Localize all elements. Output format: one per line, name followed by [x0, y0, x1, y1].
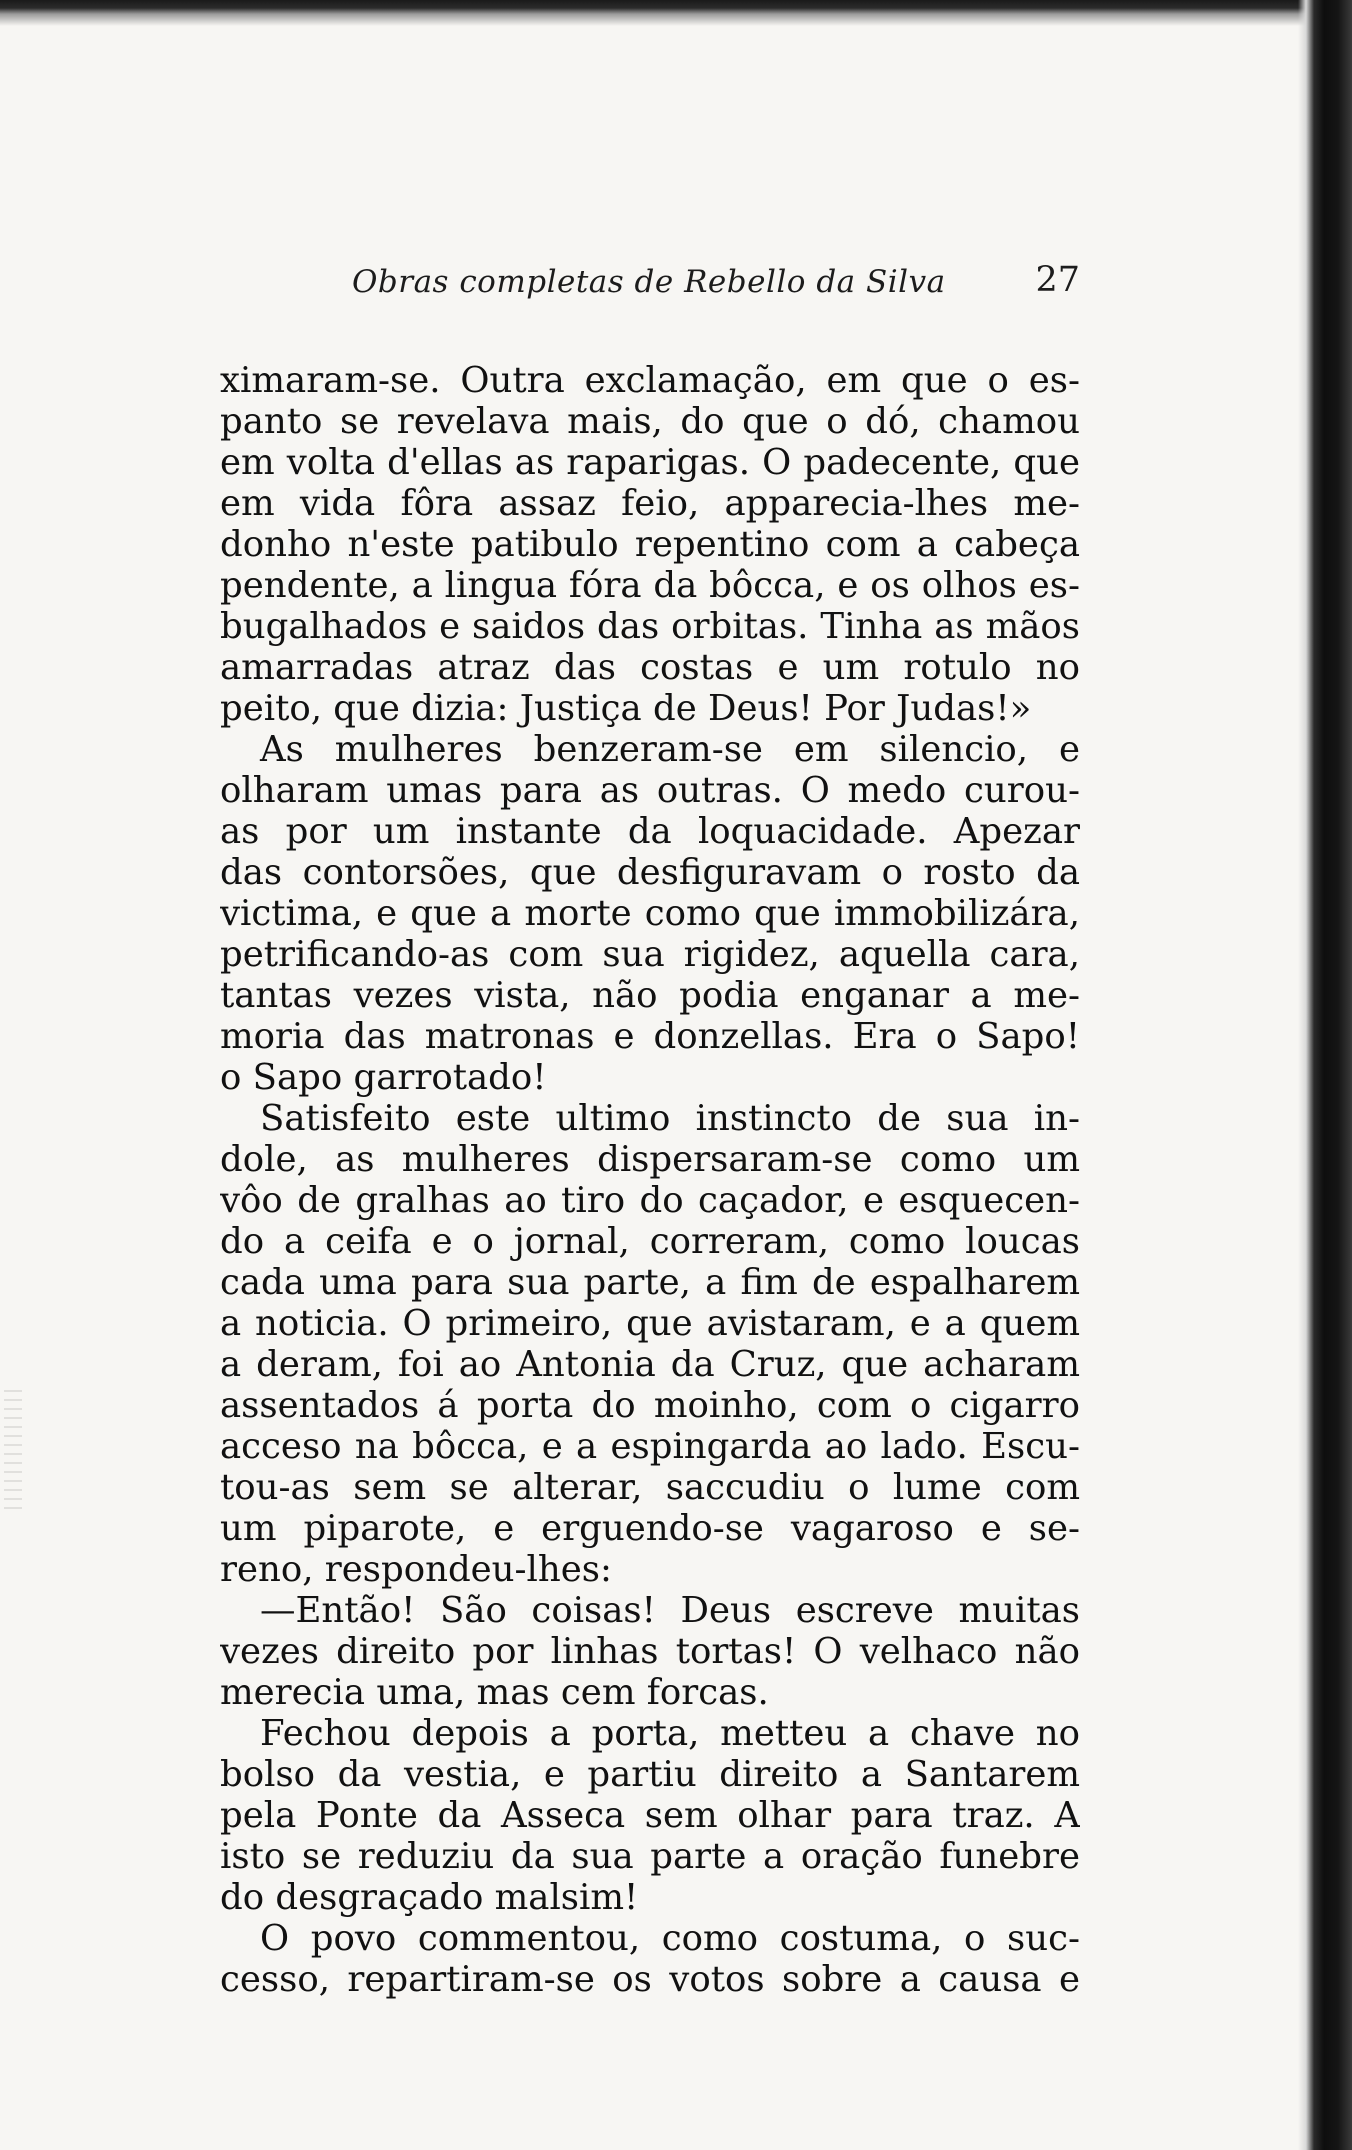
text-line: do a ceifa e o jornal, correram, como loucas: [220, 1221, 1080, 1262]
text-line: pendente, a lingua fóra da bôcca, e os olhos es-: [220, 565, 1080, 606]
text-line: amarradas atraz das costas e um rotulo no: [220, 647, 1080, 688]
page-number: 27: [1035, 260, 1080, 300]
text-line: vezes direito por linhas tortas! O velhaco não: [220, 1631, 1080, 1672]
text-line: das contorsões, que desfiguravam o rosto da: [220, 852, 1080, 893]
text-line: As mulheres benzeram-se em silencio, e: [260, 729, 1080, 770]
body-text: [220, 360, 1080, 2000]
text-line: —Então! São coisas! Deus escreve muitas: [260, 1590, 1080, 1631]
text-line: donho n'este patibulo repentino com a cabeça: [220, 524, 1080, 565]
text-line: vôo de gralhas ao tiro do caçador, e esquecen-: [220, 1180, 1080, 1221]
text-line: assentados á porta do moinho, com o cigarro: [220, 1385, 1080, 1426]
text-line: Satisfeito este ultimo instincto de sua in-: [260, 1098, 1080, 1139]
text-line: bolso da vestia, e partiu direito a Santarem: [220, 1754, 1080, 1795]
text-line: panto se revelava mais, do que o dó, chamou: [220, 401, 1080, 442]
text-line: Fechou depois a porta, metteu a chave no: [260, 1713, 1080, 1754]
text-line: pela Ponte da Asseca sem olhar para traz. A: [220, 1795, 1080, 1836]
text-line: tantas vezes vista, não podia enganar a me-: [220, 975, 1080, 1016]
running-title: Obras completas de Rebello da Silva: [352, 264, 946, 300]
text-line: a noticia. O primeiro, que avistaram, e a quem: [220, 1303, 1080, 1344]
text-line: victima, e que a morte como que immobilizára,: [220, 893, 1080, 934]
text-line: acceso na bôcca, e a espingarda ao lado. Escu-: [220, 1426, 1080, 1467]
text-line: cada uma para sua parte, a fim de espalharem: [220, 1262, 1080, 1303]
text-line: as por um instante da loquacidade. Apezar: [220, 811, 1080, 852]
text-line: um piparote, e erguendo-se vagaroso e se-: [220, 1508, 1080, 1549]
text-line: o Sapo garrotado!: [220, 1057, 547, 1098]
text-line: petrificando-as com sua rigidez, aquella cara,: [220, 934, 1080, 975]
text-line: O povo commentou, como costuma, o suc-: [260, 1918, 1080, 1959]
text-line: cesso, repartiram-se os votos sobre a causa e: [220, 1959, 1080, 2000]
text-line: tou-as sem se alterar, saccudiu o lume com: [220, 1467, 1080, 1508]
text-line: isto se reduziu da sua parte a oração funebre: [220, 1836, 1080, 1877]
text-line: ximaram-se. Outra exclamação, em que o es-: [220, 360, 1080, 401]
scan-binding-edge: [1298, 0, 1352, 2150]
text-line: moria das matronas e donzellas. Era o Sapo!: [220, 1016, 1080, 1057]
text-line: bugalhados e saidos das orbitas. Tinha as mãos: [220, 606, 1080, 647]
text-line: olharam umas para as outras. O medo curou-: [220, 770, 1080, 811]
scan-margin-marks: [4, 1390, 22, 1510]
text-line: do desgraçado malsim!: [220, 1877, 639, 1918]
text-line: dole, as mulheres dispersaram-se como um: [220, 1139, 1080, 1180]
text-line: em volta d'ellas as raparigas. O padecente, que: [220, 442, 1080, 483]
text-line: peito, que dizia: Justiça de Deus! Por Judas!»: [220, 688, 1032, 729]
text-line: merecia uma, mas cem forcas.: [220, 1672, 769, 1713]
text-line: a deram, foi ao Antonia da Cruz, que acharam: [220, 1344, 1080, 1385]
scan-top-edge: [0, 0, 1352, 26]
text-line: em vida fôra assaz feio, apparecia-lhes me-: [220, 483, 1080, 524]
page-header: [220, 260, 1080, 308]
text-line: reno, respondeu-lhes:: [220, 1549, 612, 1590]
